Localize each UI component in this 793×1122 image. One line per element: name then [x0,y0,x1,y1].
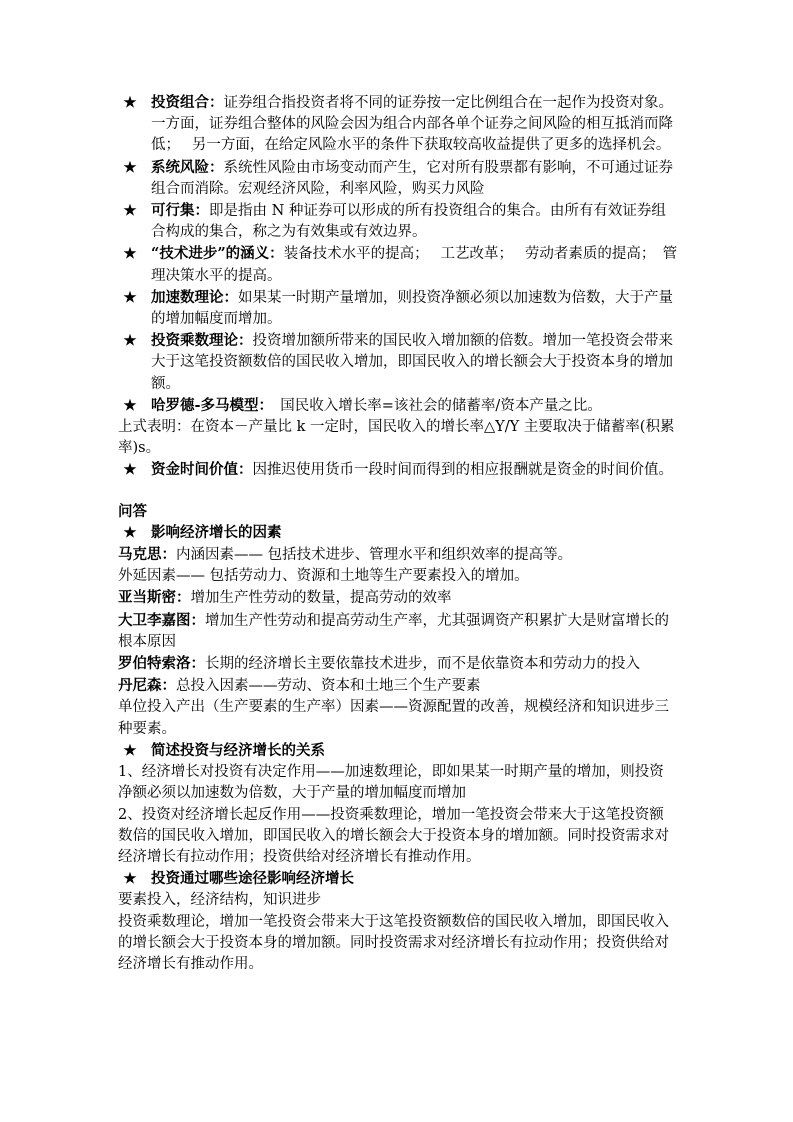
definition-text: 如果某一时期产量增加，则投资净额必须以加速数为倍数，大于产量的增加幅度而增加。 [151,289,673,328]
answer-paragraph: 要素投入，经济结构，知识进步 [118,892,321,909]
definition-feasible-set [118,200,678,243]
term: 投资组合： [151,94,224,111]
answer-line: 罗伯特索洛：长期的经济增长主要依靠技术进步，而不是依靠资本和劳动力的投入 [118,655,640,673]
term: 加速数理论： [151,288,238,306]
definition-text: 国民收入增长率=该社会的储蓄率/资本产量之比。 [265,397,602,414]
answer-paragraph: 2、投资对经济增长起反作用——投资乘数理论，增加一笔投资会带来大于这笔投资额数倍的国民收入增加，即国民收入的增长额会大于投资本身的增加额。同时投资需求对经济增长有拉动作用；投资供给对经济增长有推动作用。 [118,806,669,865]
term: 哈罗德-多马模型： [151,396,266,414]
definition-text: 装备技术水平的提高； 工艺改革； 劳动者素质的提高； 管理决策水平的提高。 [151,246,678,284]
qa-section-title: 问答 [118,502,147,520]
star-bullet-icon: ★ [123,461,137,479]
answer-line: 亚当斯密：增加生产性劳动的数量，提高劳动的效率 [118,589,452,607]
term: 系统风险： [151,158,224,176]
spacer [118,482,678,501]
document-body [118,92,678,975]
answer-paragraph: 1、经济增长对投资有决定作用——加速数理论，即如果某一时期产量的增加，则投资净额必须以加速数为倍数，大于产量的增加幅度而增加 [118,764,664,802]
term: 资金时间价值： [151,461,253,479]
definition-text: 投资增加额所带来的国民收入增加额的倍数。增加一笔投资会带来大于这笔投资额数倍的国民收入增加，即国民收入的增长额会大于投资本身的增加额。 [151,333,673,392]
term: 投资乘数理论： [151,332,253,350]
question-heading: ★ 简述投资与经济增长的关系 [118,740,678,762]
answer-line: 马克思：内涵因素—— 包括技术进步、管理水平和组织效率的提高等。 [118,546,573,564]
definition-tech-progress [118,243,678,286]
definition-text: 因推迟使用货币一段时间而得到的相应报酬就是资金的时间价值。 [252,462,673,479]
answer-line: 大卫李嘉图：增加生产性劳动和提高劳动生产率，尤其强调资产积累扩大是财富增长的根本原因 [118,611,669,650]
definition-text: 系统性风险由市场变动而产生，它对所有股票都有影响，不可通过证券组合而消除。宏观经济风险，利率风险，购买力风险 [151,159,673,197]
star-bullet-icon: ★ [123,158,137,176]
question-heading: ★ 投资通过哪些途径影响经济增长 [118,868,678,890]
star-bullet-icon: ★ [123,288,137,306]
star-bullet-icon: ★ [123,94,137,111]
question-heading: ★ 影响经济增长的因素 [118,522,678,544]
answer-paragraph: 投资乘数理论，增加一笔投资会带来大于这笔投资额数倍的国民收入增加，即国民收入的增长额会大于投资本身的增加额。同时投资需求对经济增长有拉动作用；投资供给对经济增长有推动作用。 [118,913,669,972]
definition-multiplier [118,330,678,395]
definition-systematic-risk [118,157,678,200]
answer-line: 丹尼森：总投入因素——劳动、资本和土地三个生产要素 [118,677,481,695]
star-bullet-icon: ★ [123,332,137,350]
answer-line: 外延因素—— 包括劳动力、资源和土地等生产要素投入的增加。 [118,568,529,585]
answer-line: 单位投入产出（生产要素的生产率）因素——资源配置的改善，规模经济和知识进步三种要素。 [118,699,669,737]
formula-note: 上式表明：在资本－产量比 k 一定时，国民收入的增长率△Y/Y 主要取决于储蓄率(积累率)s。 [118,419,675,457]
definition-text: 即是指由 N 种证券可以形成的所有投资组合的集合。由所有有效证券组合构成的集合，称之为有效集或有效边界。 [151,203,666,241]
star-bullet-icon: ★ [123,245,137,263]
star-bullet-icon: ★ [123,523,137,541]
star-bullet-icon: ★ [123,741,137,759]
definition-accelerator [118,287,678,330]
definition-portfolio [118,92,678,157]
definition-harrod-domar [118,395,678,417]
definition-time-value [118,459,678,481]
star-bullet-icon: ★ [123,202,137,220]
definition-text: 证券组合指投资者将不同的证券按一定比例组合在一起作为投资对象。一方面，证券组合整体的风险会因为组合内部各单个证券之间风险的相互抵消而降低； 另一方面，在给定风险水平的条件下获取较高收益提供了更多的选择机会。 [151,95,673,154]
term: “技术进步”的涵义： [151,245,284,263]
term: 可行集： [151,202,209,220]
star-bullet-icon: ★ [123,396,137,414]
star-bullet-icon: ★ [123,870,137,888]
